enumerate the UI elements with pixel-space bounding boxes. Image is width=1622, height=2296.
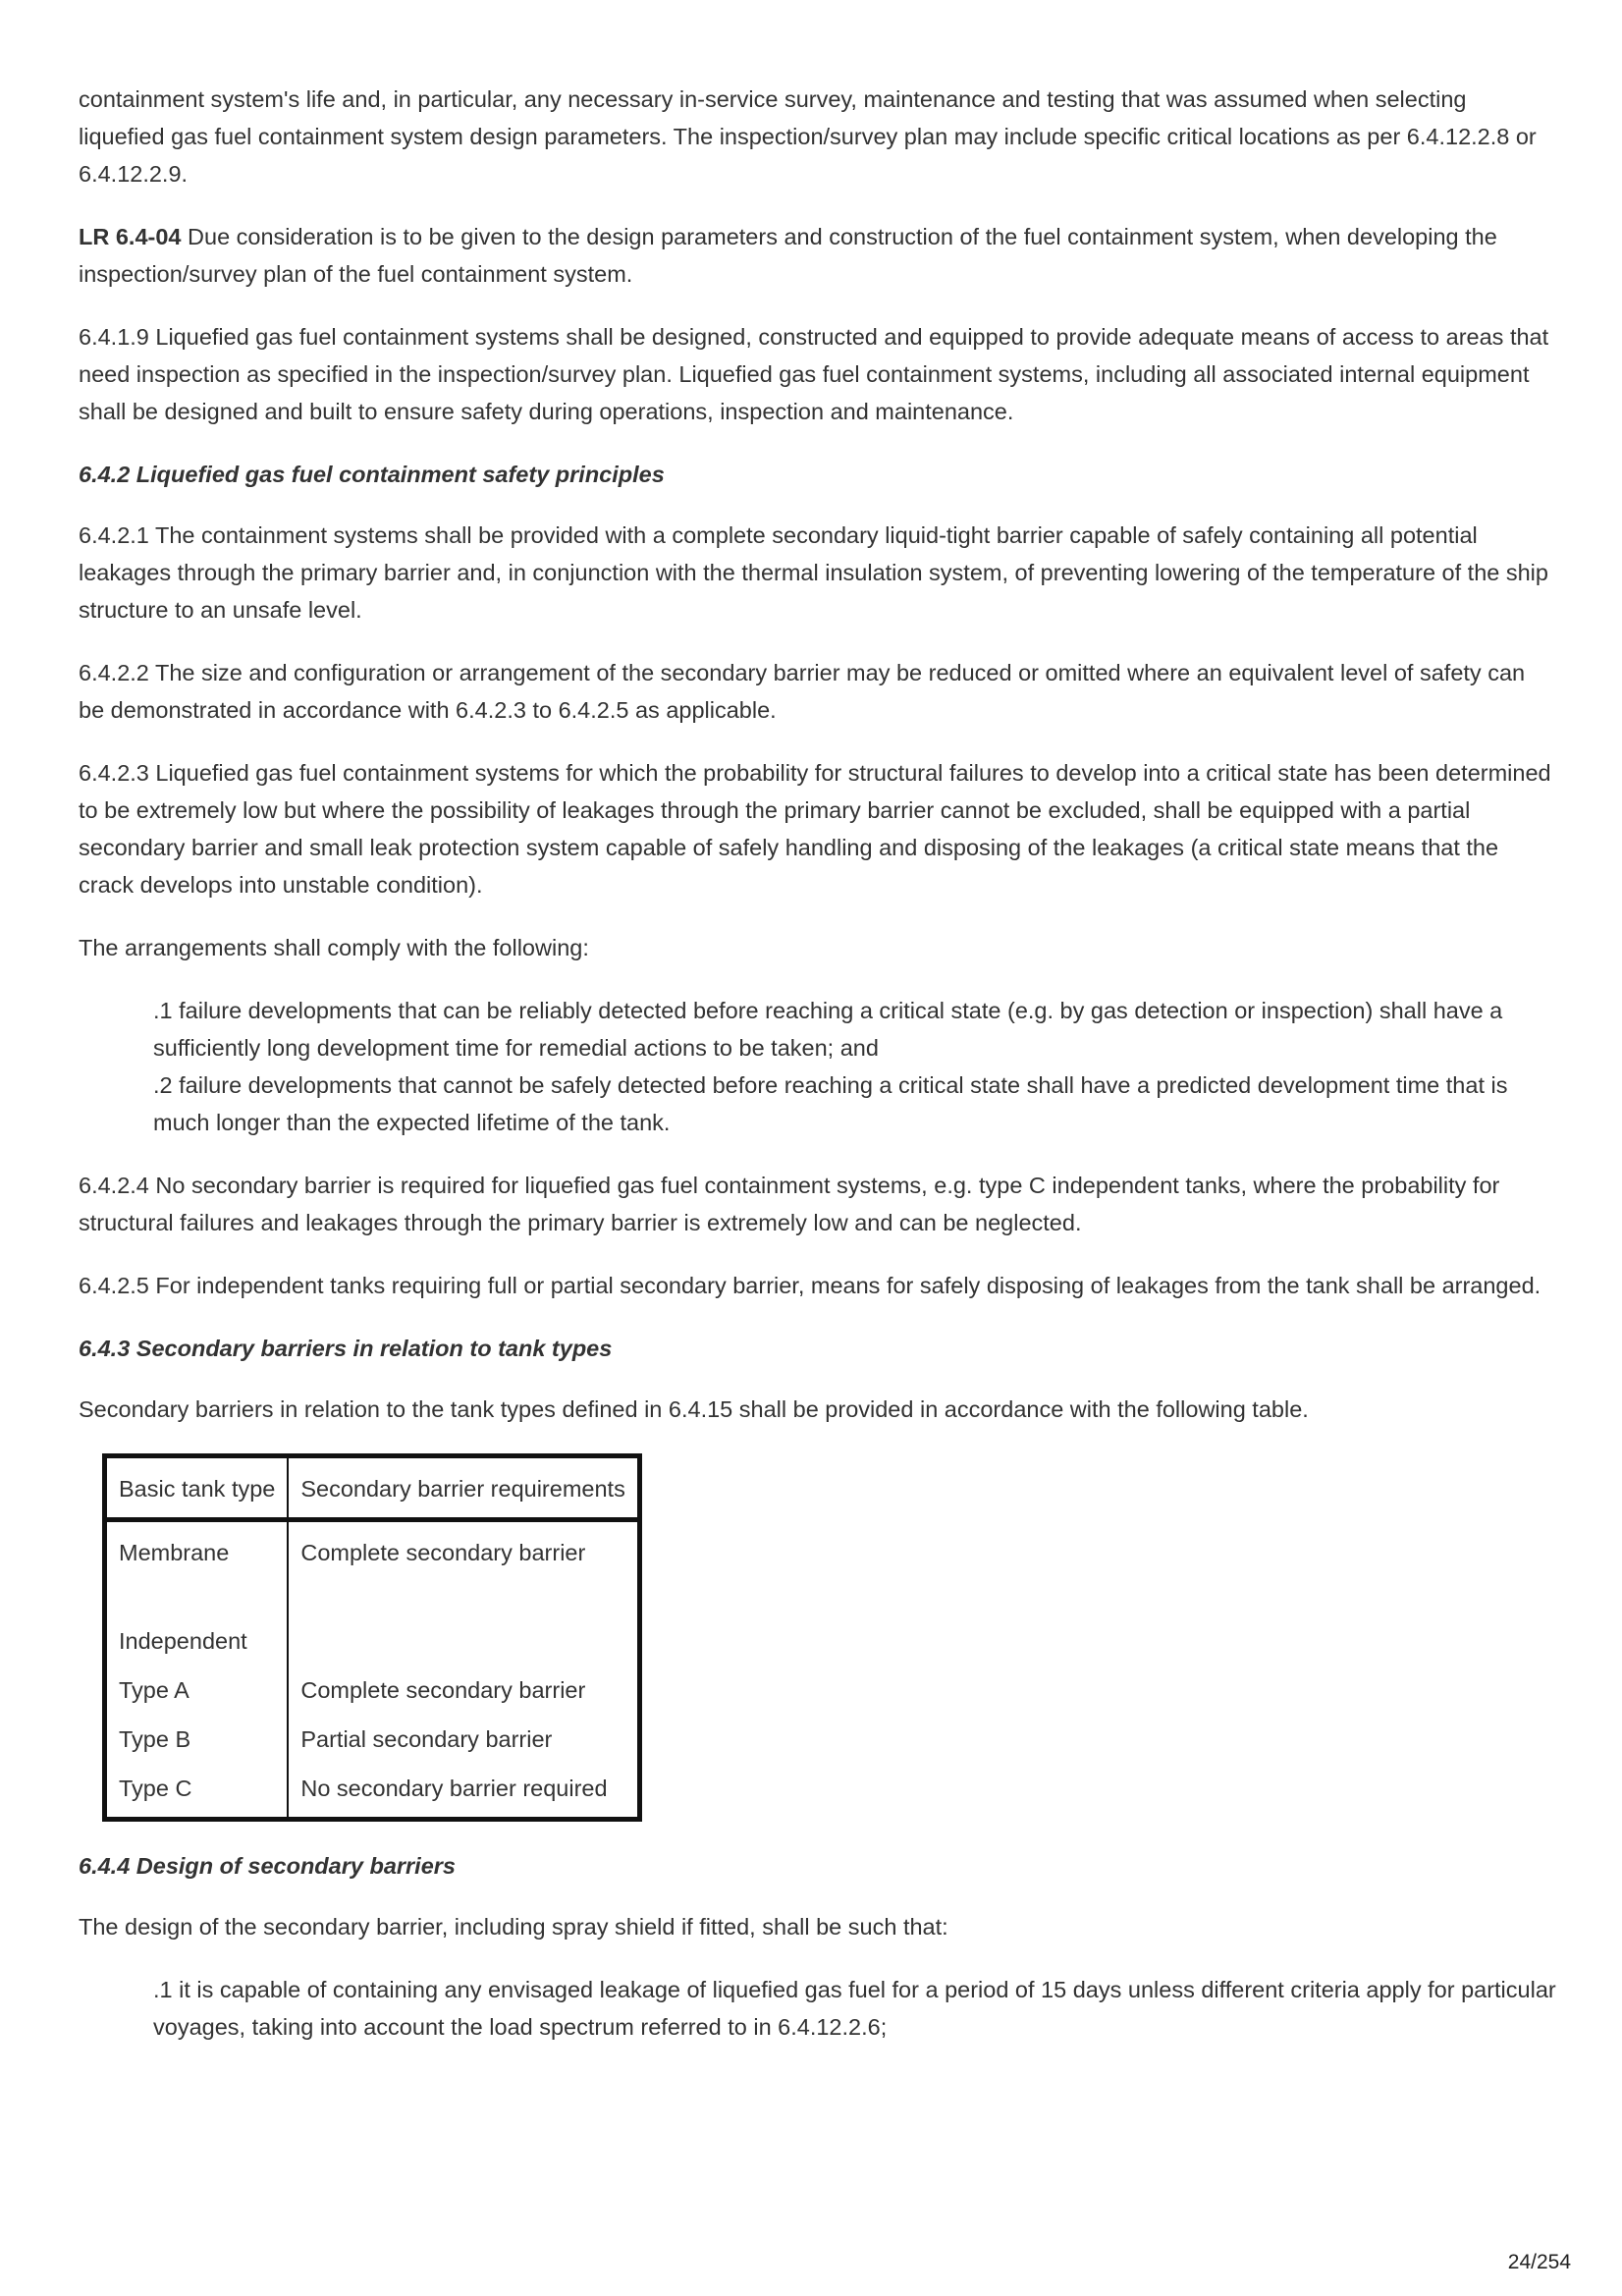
table-header-row	[105, 1456, 640, 1520]
table-cell	[288, 1571, 639, 1611]
table-row	[105, 1709, 640, 1758]
list-item: .1 failure developments that can be reliably detected before reaching a critical state (e.g. by gas detection or inspection) shall have a sufficiently long development time for remedial actions to be taken; and	[153, 998, 1503, 1061]
heading-6-4-2: 6.4.2 Liquefied gas fuel containment safety principles	[79, 462, 665, 487]
lr-text: Due consideration is to be given to the design parameters and construction of the fuel containment system, when developing the inspection/survey plan of the fuel containment system.	[79, 224, 1497, 287]
table-row	[105, 1758, 640, 1820]
heading-6-4-3: 6.4.3 Secondary barriers in relation to tank types	[79, 1336, 613, 1361]
paragraph-6-4-2-1: 6.4.2.1 The containment systems shall be provided with a complete secondary liquid-tight barrier capable of safely containing all potential leakages through the primary barrier and, in conjunction with the thermal insulation system, of preventing lowering of the temperature of the ship structure to an unsafe level.	[79, 522, 1548, 623]
paragraph-6-4-2-2: 6.4.2.2 The size and configuration or arrangement of the secondary barrier may be reduced or omitted where an equivalent level of safety can be demonstrated in accordance with 6.4.2.3 to 6.4.2.5 as applicable.	[79, 660, 1526, 723]
table-cell: Type B	[119, 1726, 191, 1752]
table-row	[105, 1660, 640, 1709]
list-item: .1 it is capable of containing any envisaged leakage of liquefied gas fuel for a period of 15 days unless different criteria apply for particular voyages, taking into account the load spectrum referred to in 6.4.12.2.6;	[153, 1977, 1556, 2040]
table-header-cell: Secondary barrier requirements	[288, 1456, 639, 1520]
secondary-barrier-table	[102, 1453, 642, 1822]
heading-6-4-4: 6.4.4 Design of secondary barriers	[79, 1853, 456, 1879]
table-cell: Type A	[119, 1677, 189, 1703]
paragraph-lr-6-4-04	[79, 218, 1556, 293]
paragraph-6-4-1-9: 6.4.1.9 Liquefied gas fuel containment systems shall be designed, constructed and equipped to provide adequate means of access to areas that need inspection as specified in the inspection/survey plan. Liquefied gas fuel containment systems, including all associated internal equipment shall be designed and built to ensure safety during operations, inspection and maintenance.	[79, 324, 1549, 424]
paragraph-6-4-4: The design of the secondary barrier, including spray shield if fitted, shall be such that:	[79, 1914, 948, 1940]
paragraph-6-4-2-4: 6.4.2.4 No secondary barrier is required for liquefied gas fuel containment systems, e.g. type C independent tanks, where the probability for structural failures and leakages through the primary barrier is extremely low and can be neglected.	[79, 1173, 1500, 1235]
paragraph-6-4-2-5: 6.4.2.5 For independent tanks requiring full or partial secondary barrier, means for safely disposing of leakages from the tank shall be arranged.	[79, 1273, 1541, 1298]
table-cell	[105, 1571, 289, 1611]
secondary-barrier-design-list	[153, 1971, 1556, 2046]
lr-label: LR 6.4-04	[79, 224, 182, 249]
table-row	[105, 1571, 640, 1611]
paragraph-6-4-3: Secondary barriers in relation to the tank types defined in 6.4.15 shall be provided in accordance with the following table.	[79, 1396, 1309, 1422]
paragraph-containment-plan: containment system's life and, in particular, any necessary in-service survey, maintenance and testing that was assumed when selecting liquefied gas fuel containment system design parameters. The inspection/survey plan may include specific critical locations as per 6.4.12.2.8 or 6.4.12.2.9.	[79, 86, 1537, 187]
table-cell: No secondary barrier required	[288, 1758, 639, 1820]
paragraph-6-4-2-3: 6.4.2.3 Liquefied gas fuel containment systems for which the probability for structural failures to develop into a critical state has been determined to be extremely low but where the possibility of leakages through the primary barrier cannot be excluded, shall be equipped with a partial secondary barrier and small leak protection system capable of safely handling and disposing of the leakages (a critical state means that the crack develops into unstable condition).	[79, 760, 1551, 898]
table-cell: Independent	[119, 1628, 247, 1654]
table-cell: Complete secondary barrier	[288, 1660, 639, 1709]
table-header-cell: Basic tank type	[105, 1456, 289, 1520]
list-item: .2 failure developments that cannot be safely detected before reaching a critical state shall have a predicted development time that is much longer than the expected lifetime of the tank.	[153, 1072, 1508, 1135]
arrangements-list	[153, 992, 1556, 1141]
page-number: 24/254	[1507, 2251, 1571, 2273]
table-cell: Partial secondary barrier	[288, 1709, 639, 1758]
table-row	[105, 1611, 640, 1660]
table-cell: Type C	[119, 1776, 192, 1801]
table-row	[105, 1520, 640, 1572]
paragraph-arrangements: The arrangements shall comply with the following:	[79, 935, 589, 960]
table-cell: Membrane	[119, 1540, 230, 1565]
document-page	[79, 81, 1556, 2071]
table-cell	[288, 1611, 639, 1660]
table-cell: Complete secondary barrier	[288, 1520, 639, 1572]
